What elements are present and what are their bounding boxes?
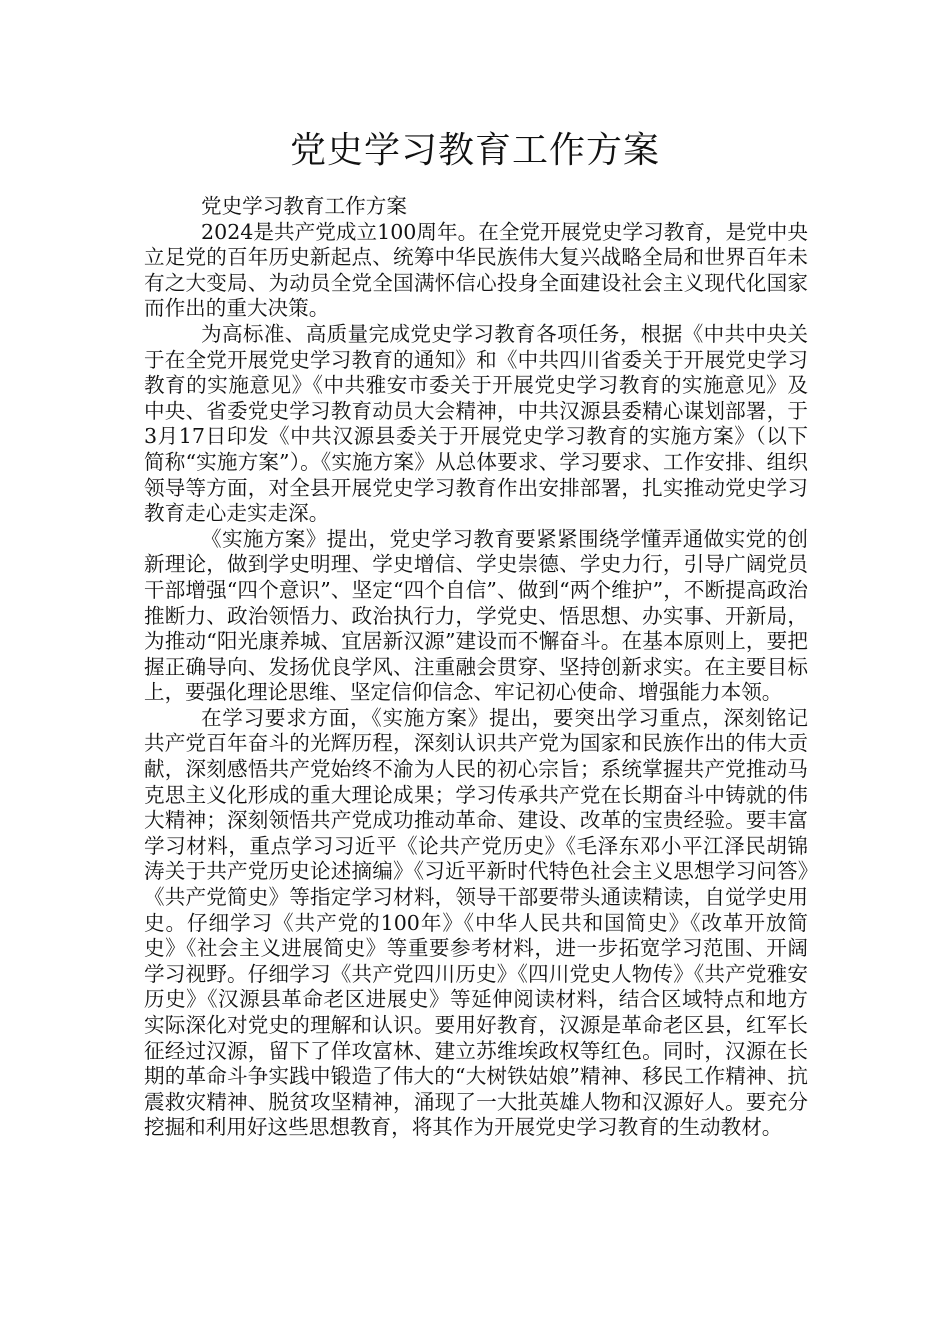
paragraph-requirements: 《实施方案》提出，党史学习教育要紧紧围绕学懂弄通做实党的创新理论，做到学史明理、学史增信、学史崇德、学史力行，引导广阔党员干部增强“四个意识”、坚定“四个自信”、做到“两个维护”，不断提高政治推断力、政治领悟力、政治执行力，学党史、悟思想、办实事、开新局，为推动“阳光康养城、宜居新汉源”建设而不懈奋斗。在基本原则上，要把握正确导向、发扬优良学风、注重融会贯穿、坚持创新求实。在主要目标上，要强化理论思维、坚定信仰信念、牢记初心使命、增强能力本领。	[144, 526, 808, 705]
paragraph-basis: 为高标准、高质量完成党史学习教育各项任务，根据《中共中央关于在全党开展党史学习教育的通知》和《中共四川省委关于开展党史学习教育的实施意见》《中共雅安市委关于开展党史学习教育的实施意见》及中央、省委党史学习教育动员大会精神，中共汉源县委精心谋划部署，于3月17日印发《中共汉源县委关于开展党史学习教育的实施方案》（以下简称“实施方案”）。《实施方案》从总体要求、学习要求、工作安排、组织领导等方面，对全县开展党史学习教育作出安排部署，扎实推动党史学习教育走心走实走深。	[144, 321, 808, 526]
document-body	[144, 194, 808, 1141]
document-title: 党史学习教育工作方案	[289, 130, 660, 171]
paragraph-study-requirements: 在学习要求方面，《实施方案》提出，要突出学习重点，深刻铭记共产党百年奋斗的光辉历程，深刻认识共产党为国家和民族作出的伟大贡献，深刻感悟共产党始终不渝为人民的初心宗旨；系统掌握共产党推动马克思主义化形成的重大理论成果；学习传承共产党在长期奋斗中铸就的伟大精神；深刻领悟共产党成功推动革命、建设、改革的宝贵经验。要丰富学习材料，重点学习习近平《论共产党历史》《毛泽东邓小平江泽民胡锦涛关于共产党历史论述摘编》《习近平新时代特色社会主义思想学习问答》《共产党简史》等指定学习材料，领导干部要带头通读精读，自觉学史用史。仔细学习《共产党的100年》《中华人民共和国简史》《改革开放简史》《社会主义进展简史》等重要参考材料，进一步拓宽学习范围、开阔学习视野。仔细学习《共产党四川历史》《四川党史人物传》《共产党雅安历史》《汉源县革命老区进展史》等延伸阅读材料，结合区域特点和地方实际深化对党史的理解和认识。要用好教育，汉源是革命老区县，红军长征经过汉源，留下了佯攻富林、建立苏维埃政权等红色。同时，汉源在长期的革命斗争实践中锻造了伟大的“大树铁姑娘”精神、移民工作精神、抗震救灾精神、脱贫攻坚精神，涌现了一大批英雄人物和汉源好人。要充分挖掘和利用好这些思想教育，将其作为开展党史学习教育的生动教材。	[144, 705, 808, 1140]
paragraph-intro: 2024是共产党成立100周年。在全党开展党史学习教育，是党中央立足党的百年历史新起点、统筹中华民族伟大复兴战略全局和世界百年未有之大变局、为动员全党全国满怀信心投身全面建设社会主义现代化国家而作出的重大决策。	[144, 219, 808, 321]
paragraph-subtitle: 党史学习教育工作方案	[201, 194, 407, 218]
